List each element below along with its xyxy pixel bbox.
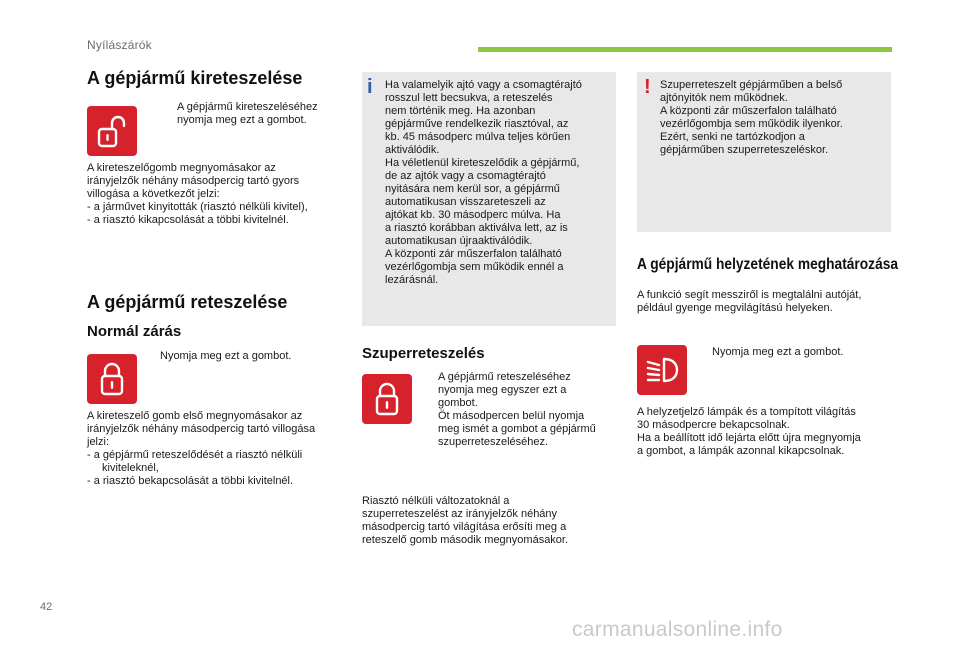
info-text: Ha valamelyik ajtó vagy a csomagtérajtó rosszul lett becsukva, a reteszelés nem történik meg. Ha azonban gépjárműve rendelkezik riasztóval, az kb. 45 másodperc múlva teljes körűen aktiválódik. Ha véletlenül kireteszelődik a gépjármű, de az ajtók vagy a csomagtérajtó nyitására nem kerül sor, a gépjármű automatikusan visszareteszeli az ajtókat kb. 30 másodperc múlva. Ha a riasztó korábban aktiválva lett, az is automatikusan újraaktiválódik. A központi zár műszerfalon található vezérlőgombja sem működik ennél a lezárásnál. — [385, 79, 582, 286]
watermark: carmanualsonline.info — [572, 618, 783, 641]
lock-title: A gépjármű reteszelése — [87, 292, 288, 312]
lock-description: A kireteszelő gomb első megnyomásakor az irányjelzők néhány másodpercig tartó villogása jelzi: - a gépjármű reteszelődését a riasztó nélküli kiviteleknél, - a riasztó bekapcsolását a többi kivitelnél. — [87, 410, 316, 487]
closed-padlock-icon — [372, 381, 402, 417]
header-accent-rule — [478, 47, 892, 52]
locate-instruction: Nyomja meg ezt a gombot. — [712, 346, 844, 358]
deadlock-description: Riasztó nélküli változatoknál a szuperreteszelést az irányjelzők néhány másodpercig tartó világítása erősíti meg a reteszelő gomb második megnyomásakor. — [362, 495, 569, 546]
unlock-instruction: A gépjármű kireteszeléséhez nyomja meg ezt a gombot. — [177, 101, 318, 126]
page-number: 42 — [40, 601, 53, 613]
headlight-icon — [644, 355, 680, 385]
lock-instruction: Nyomja meg ezt a gombot. — [160, 350, 292, 362]
locate-description: A helyzetjelző lámpák és a tompított világítás 30 másodpercre bekapcsolnak. Ha a beállított idő lejárta előtt újra megnyomja a gombot, a lámpák azonnal kikapcsolnak. — [637, 406, 861, 457]
locate-intro: A funkció segít messziről is megtalálni autóját, például gyenge megvilágítású helyeken. — [637, 289, 862, 314]
locate-button-icon — [637, 345, 687, 395]
unlock-button-icon — [87, 106, 137, 156]
deadlock-button-icon — [362, 374, 412, 424]
warning-icon: ! — [644, 76, 651, 98]
closed-padlock-icon — [97, 361, 127, 397]
warning-text: Szuperreteszelt gépjárműben a belső ajtónyitók nem működnek. A központi zár műszerfalon található vezérlőgombja sem működik ilyenkor. Ezért, senki ne tartózkodjon a gépjárműben szuperreteszeléskor. — [660, 79, 843, 156]
deadlock-steps: A gépjármű reteszeléséhez nyomja meg egyszer ezt a gombot. Öt másodpercen belül nyomja meg ismét a gombot a gépjármű szuperreteszeléséhez. — [438, 371, 596, 448]
unlock-title: A gépjármű kireteszelése — [87, 68, 303, 88]
unlock-description: A kireteszelőgomb megnyomásakor az irányjelzők néhány másodpercig tartó gyors villogása a következőt jelzi: - a járművet kinyitották (riasztó nélküli kivitel), - a riasztó kikapcsolását a többi kivitelnél. — [87, 162, 308, 226]
normal-lock-subtitle: Normál zárás — [87, 323, 182, 340]
lock-button-icon — [87, 354, 137, 404]
section-label: Nyílászárók — [87, 38, 152, 52]
open-padlock-icon — [95, 113, 129, 149]
info-icon: i — [367, 76, 373, 98]
locate-title: A gépjármű helyzetének meghatározása — [637, 256, 899, 273]
deadlock-title: Szuperreteszelés — [362, 345, 485, 362]
